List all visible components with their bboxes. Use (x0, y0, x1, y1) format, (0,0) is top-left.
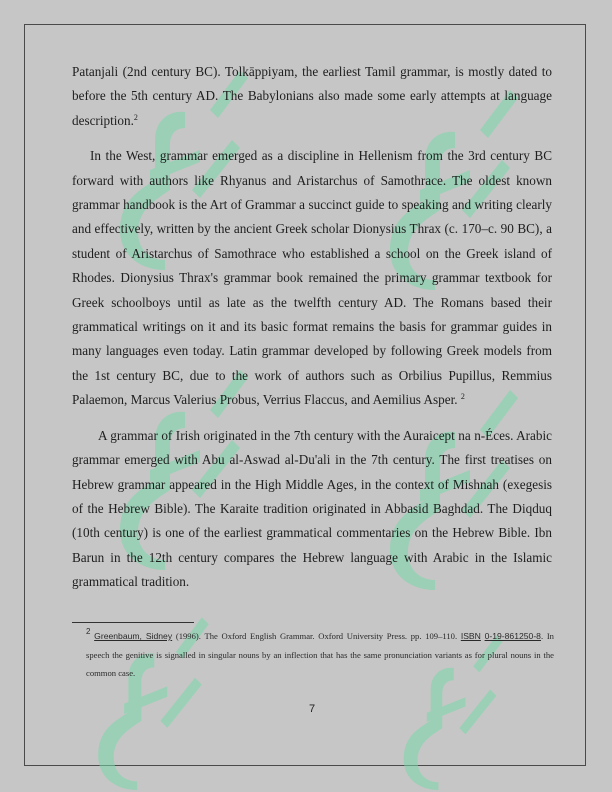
paragraph (72, 424, 552, 595)
paragraph-text: In the West, grammar emerged as a discipline in Hellenism from the 3rd century BC forward with authors like Rhyanus and Aristarchus of Samothrace. The oldest known grammar handbook is the Art of Grammar a succinct guide to speaking and writing clearly and effectively, written by the ancient Greek scholar Dionysius Thrax (c. 170–c. 90 BC), a student of Aristarchus of Samothrace who established a school on the Greek island of Rhodes. Dionysius Thrax's grammar book remained the primary grammar textbook for Greek schoolboys until as late as the twelfth century AD. The Romans based their grammatical writings on it and its basic format remains the basis for grammar guides in many languages even today. Latin grammar developed by following Greek models from the 1st century BC, due to the work of authors such as Orbilius Pupillus, Remmius Palaemon, Marcus Valerius Probus, Verrius Flaccus, and Aemilius Asper. (72, 148, 552, 408)
footnote-ref[interactable]: 2 (460, 392, 465, 402)
paragraph (72, 144, 552, 412)
paragraph (72, 60, 552, 133)
footnote (86, 627, 554, 683)
page-number: 7 (308, 703, 316, 715)
footnote-isbn-number-link[interactable]: 0-19-861250-8 (484, 631, 541, 641)
footnote-author-link[interactable]: Greenbaum, Sidney (94, 631, 173, 641)
paragraph-text: A grammar of Irish originated in the 7th century with the Auraicept na n-Éces. Arabic grammar emerged with Abu al-Aswad al-Du'ali in the 7th century. The first treatises on Hebrew grammar appeared in the High Middle Ages, in the context of Mishnah (exegesis of the Hebrew Bible). The Karaite tradition originated in Abbasid Baghdad. The Diqduq (10th century) is one of the earliest grammatical commentaries on the Hebrew Bible. Ibn Barun in the 12th century compares the Hebrew language with Arabic in the Islamic grammatical tradition. (72, 427, 552, 590)
footnote-separator (72, 622, 194, 623)
footnote-isbn-link[interactable]: ISBN (460, 631, 481, 641)
footnote-marker: 2 (86, 627, 91, 636)
footnote-ref[interactable]: 2 (133, 112, 138, 122)
body-text (72, 60, 552, 595)
footnote-citation: (1996). The Oxford English Grammar. Oxford University Press. pp. 109–110. (175, 631, 458, 641)
footnote-note: . In speech the genitive is signalled in singular nouns by an inflection that has the same pronunciation variants as for plural nouns in the common case. (86, 631, 554, 678)
paragraph-text: Patanjali (2nd century BC). Tolkāppiyam, the earliest Tamil grammar, is mostly dated to before the 5th century AD. The Babylonians also made some early attempts at language description. (72, 64, 552, 128)
